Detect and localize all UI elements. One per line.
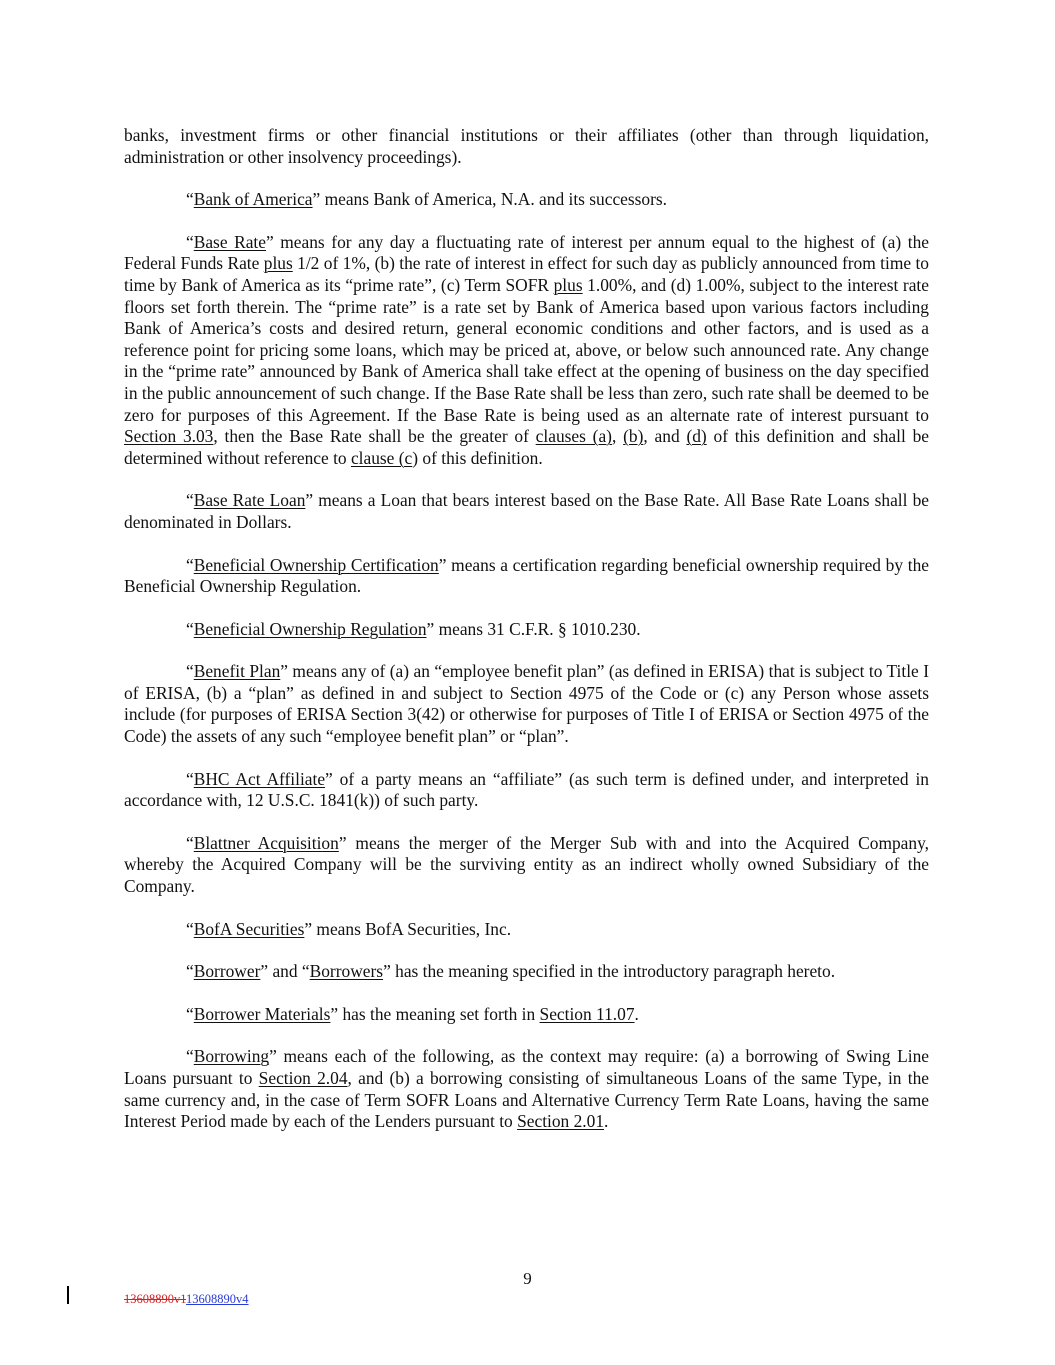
text-run: “ bbox=[186, 1046, 194, 1067]
underlined-term: Section 11.07 bbox=[539, 1003, 635, 1024]
underlined-term: Borrowers bbox=[309, 961, 384, 982]
text-run: ” has the meaning set forth in bbox=[330, 1003, 540, 1024]
text-run: ” means the merger of the Merger Sub with and into the Acquired Company, whereby the Acquired Company will be the surviving entity as an indirect wholly owned Subsidiary of the Company. bbox=[124, 832, 930, 897]
underlined-term: Bank of America bbox=[193, 189, 313, 210]
text-run: , and bbox=[643, 426, 687, 447]
underlined-term: clause (c bbox=[350, 447, 413, 468]
text-run: “ bbox=[186, 618, 194, 639]
definition-paragraph bbox=[124, 833, 929, 898]
definition-paragraph bbox=[124, 919, 929, 941]
definition-paragraph bbox=[124, 189, 929, 211]
underlined-term: Borrower Materials bbox=[193, 1003, 331, 1024]
text-run: “ bbox=[186, 768, 194, 789]
underlined-term: Section 2.04 bbox=[258, 1068, 348, 1088]
underlined-term: (d) bbox=[686, 426, 707, 447]
underlined-term: plus bbox=[553, 274, 583, 295]
underlined-term: Base Rate bbox=[193, 231, 266, 252]
definition-paragraph bbox=[124, 1004, 929, 1026]
underlined-term: Beneficial Ownership Certification bbox=[193, 554, 439, 575]
underlined-term: Benefit Plan bbox=[193, 661, 281, 682]
text-run: ” means for any day a fluctuating rate of interest per annum equal to the highest of (a) the Federal Funds Rate bbox=[124, 231, 929, 274]
text-run: of this definition and shall be determined without reference to bbox=[124, 426, 930, 468]
underlined-term: Section 3.03 bbox=[124, 426, 214, 447]
text-run: ” means 31 C.F.R. § 1010.230. bbox=[426, 618, 641, 639]
text-run: ” of a party means an “affiliate” (as such term is defined under, and interpreted in accordance with, 12 U.S.C. 1841(k)) of such party. bbox=[124, 768, 930, 811]
text-run: , and (b) a borrowing consisting of simultaneous Loans of the same Type, in the same currency and, in the case of Term SOFR Loans and Alternative Currency Term Rate Loans, having the same Interest Period made by each of the Lenders pursuant to bbox=[124, 1068, 929, 1132]
text-run: . bbox=[634, 1003, 639, 1024]
document-id-deleted: 13608890v1 bbox=[124, 1292, 187, 1306]
underlined-term: Section 2.01 bbox=[517, 1111, 605, 1132]
page-number: 9 bbox=[523, 1269, 532, 1288]
underlined-term: Blattner Acquisition bbox=[193, 832, 339, 853]
underlined-term: BofA Securities bbox=[193, 918, 305, 939]
text-run: 1/2 of 1%, (b) the rate of interest in effect for such day as publicly announced from time to time by Bank of America as its “prime rate”, (c) Term SOFR bbox=[124, 253, 929, 295]
text-run: 1.00%, and (d) 1.00%, subject to the interest rate floors set forth therein. The “prime rate” is a rate set by Bank of America based upon various factors including Bank of America’s costs and desired return, general economic conditions and other factors, and is used as a reference point for pricing some loans, which may be priced at, above, or below such announced rate. Any change in the “prime rate” announced by Bank of America shall take effect at the opening of business on the day specified in the public announcement of such change. If the Base Rate shall be less than zero, such rate shall be deemed to be zero for purposes of this Agreement. If the Base Rate is being used as an alternate rate of interest pursuant to bbox=[124, 274, 929, 425]
text-run: “ bbox=[186, 661, 194, 682]
text-run: ” means each of the following, as the context may require: (a) a borrowing of Swing Line Loans pursuant to bbox=[124, 1046, 929, 1088]
text-run: “ bbox=[186, 961, 194, 982]
text-run: ) of this definition. bbox=[412, 447, 543, 468]
change-bar bbox=[67, 1286, 69, 1304]
text-run: “ bbox=[186, 490, 194, 511]
text-run: , bbox=[611, 426, 624, 447]
text-run: “ bbox=[186, 554, 194, 575]
text-run: “ bbox=[186, 832, 194, 853]
underlined-term: Borrowing bbox=[193, 1046, 270, 1067]
text-run: “ bbox=[186, 918, 194, 939]
text-run: “ bbox=[186, 231, 194, 252]
underlined-term: (b) bbox=[623, 426, 644, 447]
underlined-term: Base Rate Loan bbox=[193, 490, 306, 511]
definition-paragraph bbox=[124, 1046, 929, 1132]
text-run: ” has the meaning specified in the introductory paragraph hereto. bbox=[383, 961, 836, 982]
definition-paragraph bbox=[124, 125, 929, 168]
text-run: , then the Base Rate shall be the greater of bbox=[213, 426, 536, 447]
definition-paragraph bbox=[124, 232, 929, 470]
text-run: ” means a certification regarding beneficial ownership required by the Beneficial Ownership Regulation. bbox=[124, 554, 929, 597]
text-run: “ bbox=[186, 189, 194, 210]
underlined-term: Beneficial Ownership Regulation bbox=[193, 618, 427, 639]
text-run: “ bbox=[186, 1003, 194, 1024]
text-run: ” means any of (a) an “employee benefit plan” (as defined in ERISA) that is subject to Title I of ERISA, (b) a “plan” as defined in and subject to Section 4975 of the Code or (c) any Person whose assets include (for purposes of ERISA Section 3(42) or otherwise for purposes of Title I of ERISA or Section 4975 of the Code) the assets of any such “employee benefit plan” or “plan”. bbox=[124, 661, 929, 747]
underlined-term: Borrower bbox=[193, 961, 261, 982]
text-run: ” means a Loan that bears interest based on the Base Rate. All Base Rate Loans shall be denominated in Dollars. bbox=[124, 490, 929, 532]
document-id-inserted: 13608890v4 bbox=[186, 1292, 249, 1306]
underlined-term: plus bbox=[263, 253, 293, 274]
document-id bbox=[124, 1289, 249, 1311]
definition-paragraph bbox=[124, 769, 929, 812]
text-run: ” means Bank of America, N.A. and its successors. bbox=[312, 189, 668, 210]
text-run: . bbox=[604, 1111, 609, 1132]
underlined-term: BHC Act Affiliate bbox=[193, 768, 326, 789]
document-body bbox=[124, 125, 929, 1154]
text-run: ” means BofA Securities, Inc. bbox=[304, 918, 512, 939]
definition-paragraph bbox=[124, 619, 929, 641]
text-run: banks, investment firms or other financial institutions or their affiliates (other than through liquidation, administration or other insolvency proceedings). bbox=[124, 125, 929, 167]
text-run: ” and “ bbox=[260, 961, 310, 982]
definition-paragraph bbox=[124, 961, 929, 983]
definition-paragraph bbox=[124, 661, 929, 747]
definition-paragraph bbox=[124, 490, 929, 533]
underlined-term: clauses (a) bbox=[535, 426, 612, 447]
definition-paragraph bbox=[124, 555, 929, 598]
